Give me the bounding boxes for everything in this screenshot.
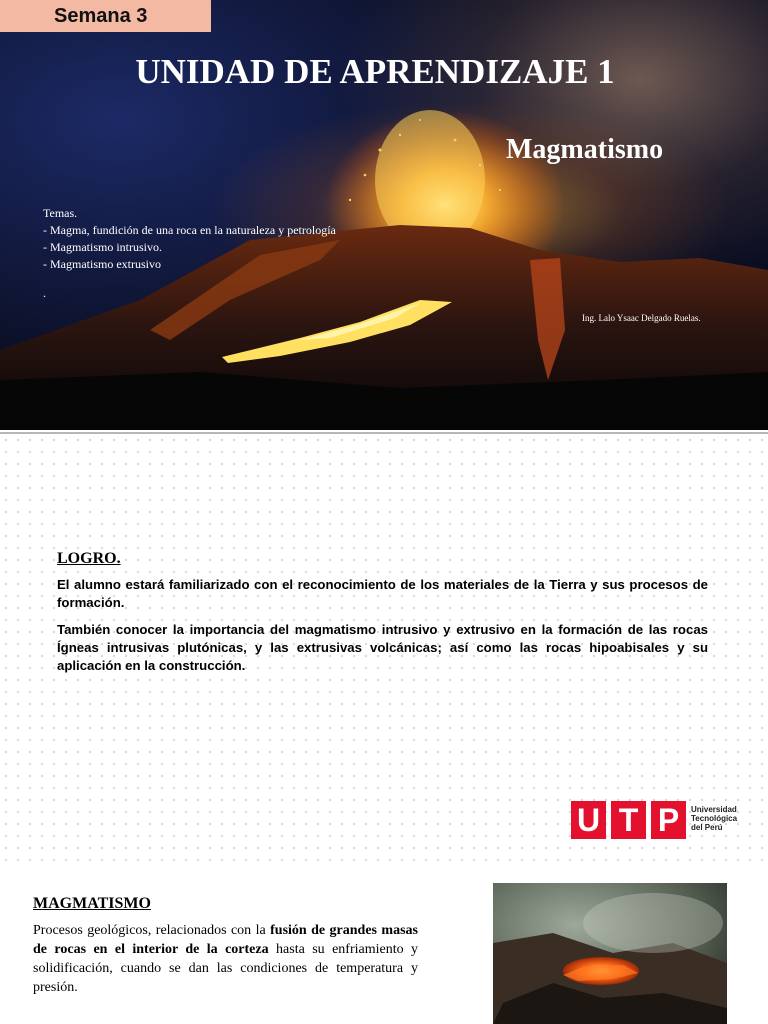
week-tab: Semana 3 <box>0 0 211 32</box>
utp-logo-line: del Perú <box>691 823 723 832</box>
utp-logo-letter: P <box>651 801 686 839</box>
topics-heading: Temas. <box>43 206 78 220</box>
objective-paragraph-1: El alumno estará familiarizado con el reconocimiento de los materiales de la Tierra y sus procesos de formación. <box>57 577 708 610</box>
utp-logo-text <box>691 805 737 832</box>
topics-list <box>43 205 336 302</box>
utp-logo-line: Tecnológica <box>691 814 738 823</box>
utp-logo-letter: T <box>611 801 646 839</box>
magmatism-description <box>33 921 418 997</box>
objective-slide <box>0 432 768 864</box>
topic-item: - Magmatismo intrusivo. <box>43 240 162 254</box>
lava-lake-photo <box>493 883 727 1024</box>
unit-title: UNIDAD DE APRENDIZAJE 1 <box>135 52 615 91</box>
utp-logo-line: Universidad <box>691 805 737 814</box>
description-part: Procesos geológicos, relacionados con la <box>33 923 271 938</box>
topic-item: - Magma, fundición de una roca en la naturaleza y petrología <box>43 223 336 237</box>
trailing-dot: . <box>43 286 46 300</box>
title-slide <box>0 0 768 430</box>
magmatism-slide <box>0 864 768 1024</box>
author-name: Ing. Lalo Ysaac Delgado Ruelas. <box>582 313 701 323</box>
topic-title: Magmatismo <box>506 134 664 165</box>
utp-logo-letter: U <box>571 801 606 839</box>
utp-logo <box>571 801 746 843</box>
magmatism-title: MAGMATISMO <box>33 895 151 912</box>
description-bold: fusión de grandes masas de rocas en el interior de la corteza <box>33 923 418 957</box>
objective-paragraph-2: También conocer la importancia del magmatismo intrusivo y extrusivo en la formación de las rocas Ígneas intrusivas plutónicas, y las extrusivas volcánicas; así como las rocas hipoabisales y su aplicación en la construcción. <box>57 622 708 673</box>
objective-title: LOGRO. <box>57 550 121 567</box>
description-part: hasta su enfriamiento y solidificación, cuando se dan las condiciones de temperatura y presión. <box>33 942 418 995</box>
topic-item: - Magmatismo extrusivo <box>43 257 161 271</box>
